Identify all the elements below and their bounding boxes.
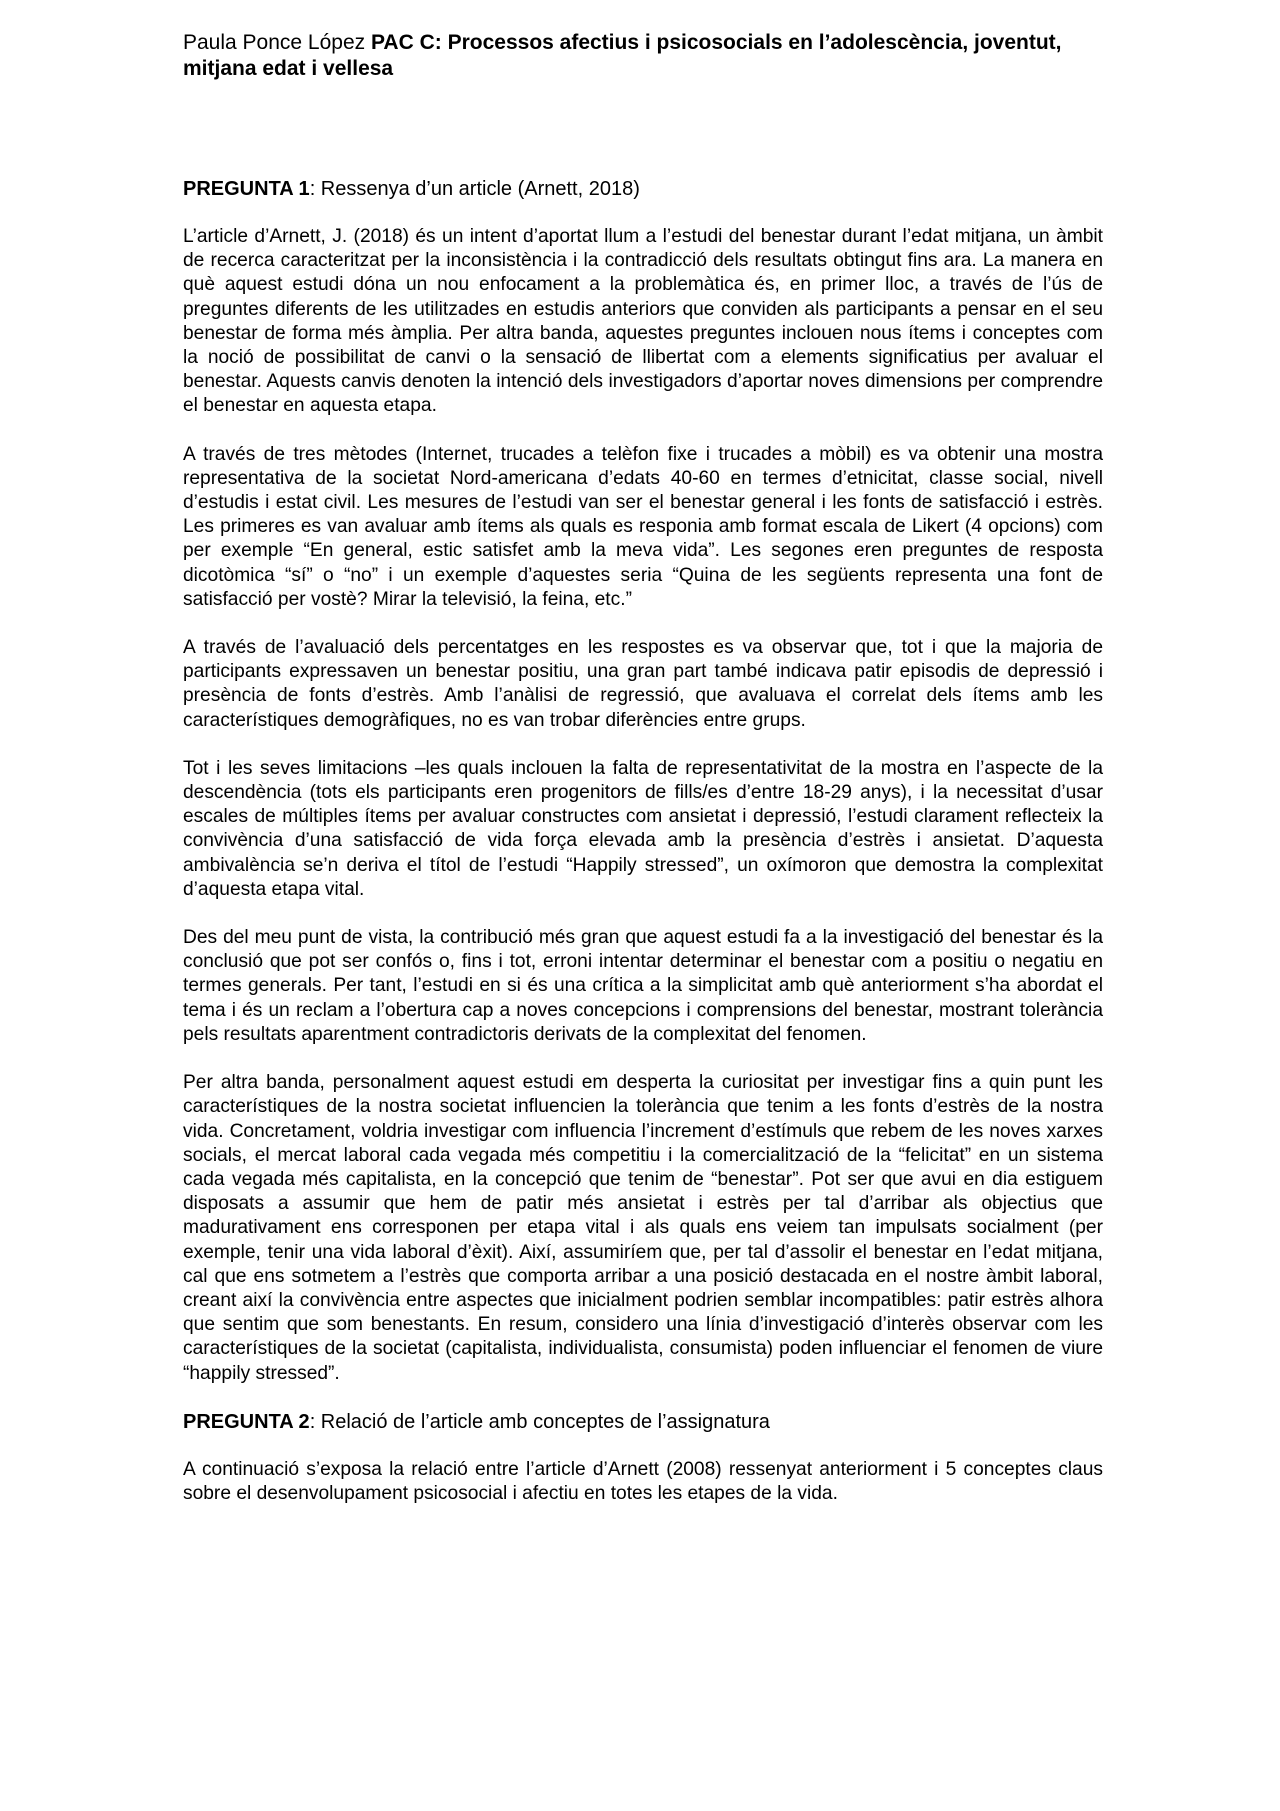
paragraph: Per altra banda, personalment aquest estudi em desperta la curiositat per investigar fins a quin punt les característiques de la nostra societat influencien la tolerància que tenim a les fonts d’estrès de la nostra vida. Concretament, voldria investigar com influencia l’increment d’estímuls que rebem de les noves xarxes socials, el mercat laboral cada vegada més competitiu i la comercialització de la “felicitat” en un sistema cada vegada més capitalista, en la concepció que tenim de “benestar”. Pot ser que avui en dia estiguem disposats a assumir que hem de patir més ansietat i estrès per tal d’arribar als objectius que madurativament ens corresponen per etapa vital i als quals ens veiem tan impulsats socialment (per exemple, tenir una vida laboral d’èxit). Així, assumiríem que, per tal d’assolir el benestar en l’edat mitjana, cal que ens sotmetem a l’estrès que comporta arribar a una posició destacada en el nostre àmbit laboral, creant així la convivència entre aspectes que inicialment podrien semblar incompatibles: patir estrès alhora que sentim que som benestants. En resum, considero una línia d’investigació d’interès observar com les característiques de la societat (capitalista, individualista, consumista) poden influenciar el fenomen de viure “happily stressed”. xyxy=(183,1072,1103,1384)
document-page xyxy=(183,30,1103,1506)
paragraph: A través de l’avaluació dels percentatges en les respostes es va observar que, tot i que la majoria de participants expressaven un benestar positiu, una gran part també indicava patir episodis de depressió i presència de fonts d’estrès. Amb l’anàlisi de regressió, que avaluava el correlat dels ítems amb les característiques demogràfiques, no es van trobar diferències entre grups. xyxy=(183,637,1103,731)
section-title-2: : Relació de l’article amb conceptes de l’assignatura xyxy=(309,1410,770,1433)
document-title: PAC C: Processos afectius i psicosocials en l’adolescència, joventut, mitjana edat i vellesa xyxy=(183,31,1062,80)
section-label-1: PREGUNTA 1 xyxy=(183,178,310,200)
section-heading-1 xyxy=(183,177,1103,201)
section-title-1: : Ressenya d’un article (Arnett, 2018) xyxy=(309,178,640,200)
paragraph: A continuació s’exposa la relació entre l’article d’Arnett (2008) ressenyat anteriorment i 5 conceptes claus sobre el desenvolupament psicosocial i afectiu en totes les etapes de la vida. xyxy=(183,1458,1103,1504)
section-label-2: PREGUNTA 2 xyxy=(183,1410,310,1433)
paragraph: A través de tres mètodes (Internet, trucades a telèfon fixe i trucades a mòbil) es va obtenir una mostra representativa de la societat Nord-americana d’edats 40-60 en termes d’etnicitat, classe social, nivell d’estudis i estat civil. Les mesures de l’estudi van ser el benestar general i les fonts de satisfacció i estrès. Les primeres es van avaluar amb ítems als quals es responia amb format escala de Likert (4 opcions) com per exemple “En general, estic satisfet amb la meva vida”. Les segones eren preguntes de resposta dicotòmica “sí” o “no” i un exemple d’aquestes seria “Quina de les següents representa una font de satisfacció per vostè? Mirar la televisió, la feina, etc.” xyxy=(183,443,1103,610)
paragraph: L’article d’Arnett, J. (2018) és un intent d’aportat llum a l’estudi del benestar durant l’edat mitjana, un àmbit de recerca caracteritzat per la inconsistència i la contradicció dels resultats obtingut fins ara. La manera en què aquest estudi dóna un nou enfocament a la problemàtica és, en primer lloc, a través de l’ús de preguntes diferents de les utilitzades en estudis anteriors que conviden als participants a pensar en el seu benestar de forma més àmplia. Per altra banda, aquestes preguntes inclouen nous ítems i conceptes com la noció de possibilitat de canvi o la sensació de llibertat com a elements significatius per avaluar el benestar. Aquests canvis denoten la intenció dels investigadors d’aportar noves dimensions per comprendre el benestar en aquesta etapa. xyxy=(183,226,1103,417)
author-name: Paula Ponce López xyxy=(183,31,366,54)
paragraph: Des del meu punt de vista, la contribució més gran que aquest estudi fa a la investigació del benestar és la conclusió que pot ser confós o, fins i tot, erroni intentar determinar el benestar com a positiu o negatiu en termes generals. Per tant, l’estudi en si és una crítica a la simplicitat amb què anteriorment s’ha abordat el tema i és un reclam a l’obertura cap a noves concepcions i comprensions del benestar, mostrant tolerància pels resultats aparentment contradictoris derivats de la complexitat del fenomen. xyxy=(183,927,1103,1045)
paragraph: Tot i les seves limitacions –les quals inclouen la falta de representativitat de la mostra en l’aspecte de la descendència (tots els participants eren progenitors de fills/es d’entre 18-29 anys), i la necessitat d’usar escales de múltiples ítems per avaluar constructes com ansietat i depressió, l’estudi clarament reflecteix la convivència d’una satisfacció de vida força elevada amb la presència d’estrès i ansietat. D’aquesta ambivalència se’n deriva el títol de l’estudi “Happily stressed”, un oxímoron que demostra la complexitat d’aquesta etapa vital. xyxy=(183,757,1103,900)
section-heading-2 xyxy=(183,1410,1103,1434)
document-header xyxy=(183,30,1103,82)
